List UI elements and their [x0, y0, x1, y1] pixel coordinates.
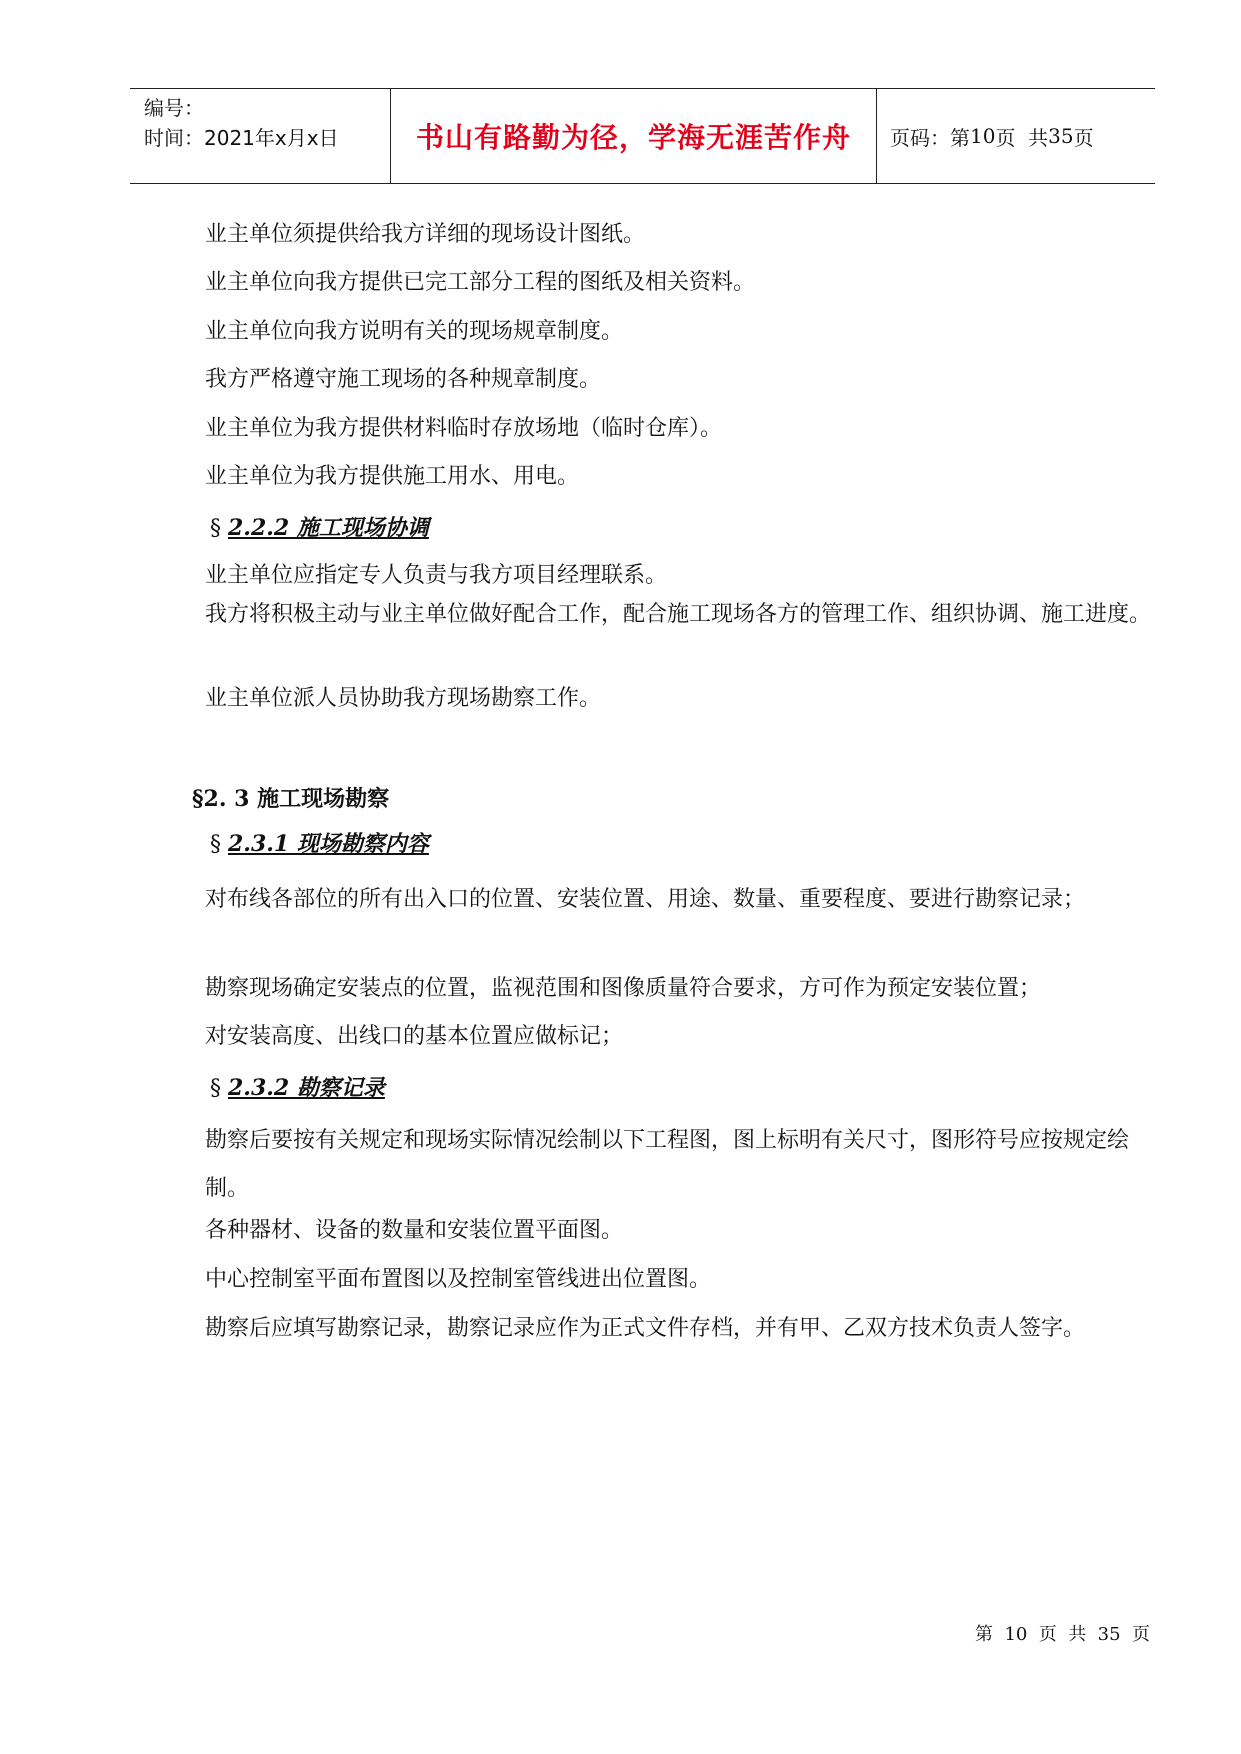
subsection-title: 2.3.2 勘察记录: [228, 1075, 385, 1101]
page-number: 10: [970, 124, 996, 148]
page-end-label: 页: [1073, 125, 1094, 150]
section-heading-2-3: §2. 3 施工现场勘察: [192, 786, 390, 812]
paragraph: 业主单位应指定专人负责与我方项目经理联系。: [205, 563, 668, 588]
paragraph: 我方严格遵守施工现场的各种规章制度。: [205, 367, 602, 392]
paragraph: 业主单位为我方提供材料临时存放场地（临时仓库）。: [205, 416, 723, 441]
subsection-title: 2.2.2 施工现场协调: [228, 515, 429, 541]
section-mark: §: [210, 832, 221, 857]
paragraph: 对布线各部位的所有出入口的位置、安装位置、用途、数量、重要程度、要进行勘察记录；: [205, 887, 1086, 912]
paragraph: 业主单位为我方提供施工用水、用电。: [205, 464, 580, 489]
header-page-info: [890, 89, 1094, 183]
page-label: 页码：第: [890, 125, 970, 150]
subsection-heading-2-2-2: [210, 511, 429, 542]
paragraph: 各种器材、设备的数量和安装位置平面图。: [205, 1218, 624, 1243]
paragraph: 业主单位须提供给我方详细的现场设计图纸。: [205, 222, 646, 247]
section-mark: §: [210, 516, 221, 541]
subsection-heading-2-3-1: [210, 827, 429, 858]
paragraph: 勘察现场确定安装点的位置，监视范围和图像质量符合要求，方可作为预定安装位置；: [205, 976, 1042, 1001]
section-mark: §: [210, 1076, 221, 1101]
header-motto: 书山有路勤为径，学海无涯苦作舟: [415, 121, 851, 154]
document-number-label: 编号：: [144, 96, 204, 120]
paragraph: 业主单位向我方提供已完工部分工程的图纸及相关资料。: [205, 270, 756, 295]
page-header: [130, 88, 1155, 184]
paragraph: 业主单位派人员协助我方现场勘察工作。: [205, 686, 602, 711]
paragraph: 勘察后要按有关规定和现场实际情况绘制以下工程图，图上标明有关尺寸，图形符号应按规定绘制。: [205, 1128, 1130, 1201]
header-divider: [876, 89, 877, 183]
header-meta: [144, 93, 394, 153]
subsection-title: 2.3.1 现场勘察内容: [228, 831, 429, 857]
page-footer: 第 10 页 共 35 页: [975, 1624, 1151, 1645]
document-time: 时间：2021年x月x日: [144, 126, 339, 150]
paragraph: 我方将积极主动与业主单位做好配合工作，配合施工现场各方的管理工作、组织协调、施工进度。: [205, 602, 1152, 627]
subsection-heading-2-3-2: [210, 1071, 385, 1102]
paragraph: 勘察后应填写勘察记录，勘察记录应作为正式文件存档，并有甲、乙双方技术负责人签字。: [205, 1316, 1086, 1341]
paragraph: 中心控制室平面布置图以及控制室管线进出位置图。: [205, 1267, 712, 1292]
paragraph: 业主单位向我方说明有关的现场规章制度。: [205, 319, 624, 344]
page-total: 35: [1048, 124, 1074, 148]
paragraph: 对安装高度、出线口的基本位置应做标记；: [205, 1024, 624, 1049]
page-mid-label: 页 共: [995, 125, 1049, 150]
